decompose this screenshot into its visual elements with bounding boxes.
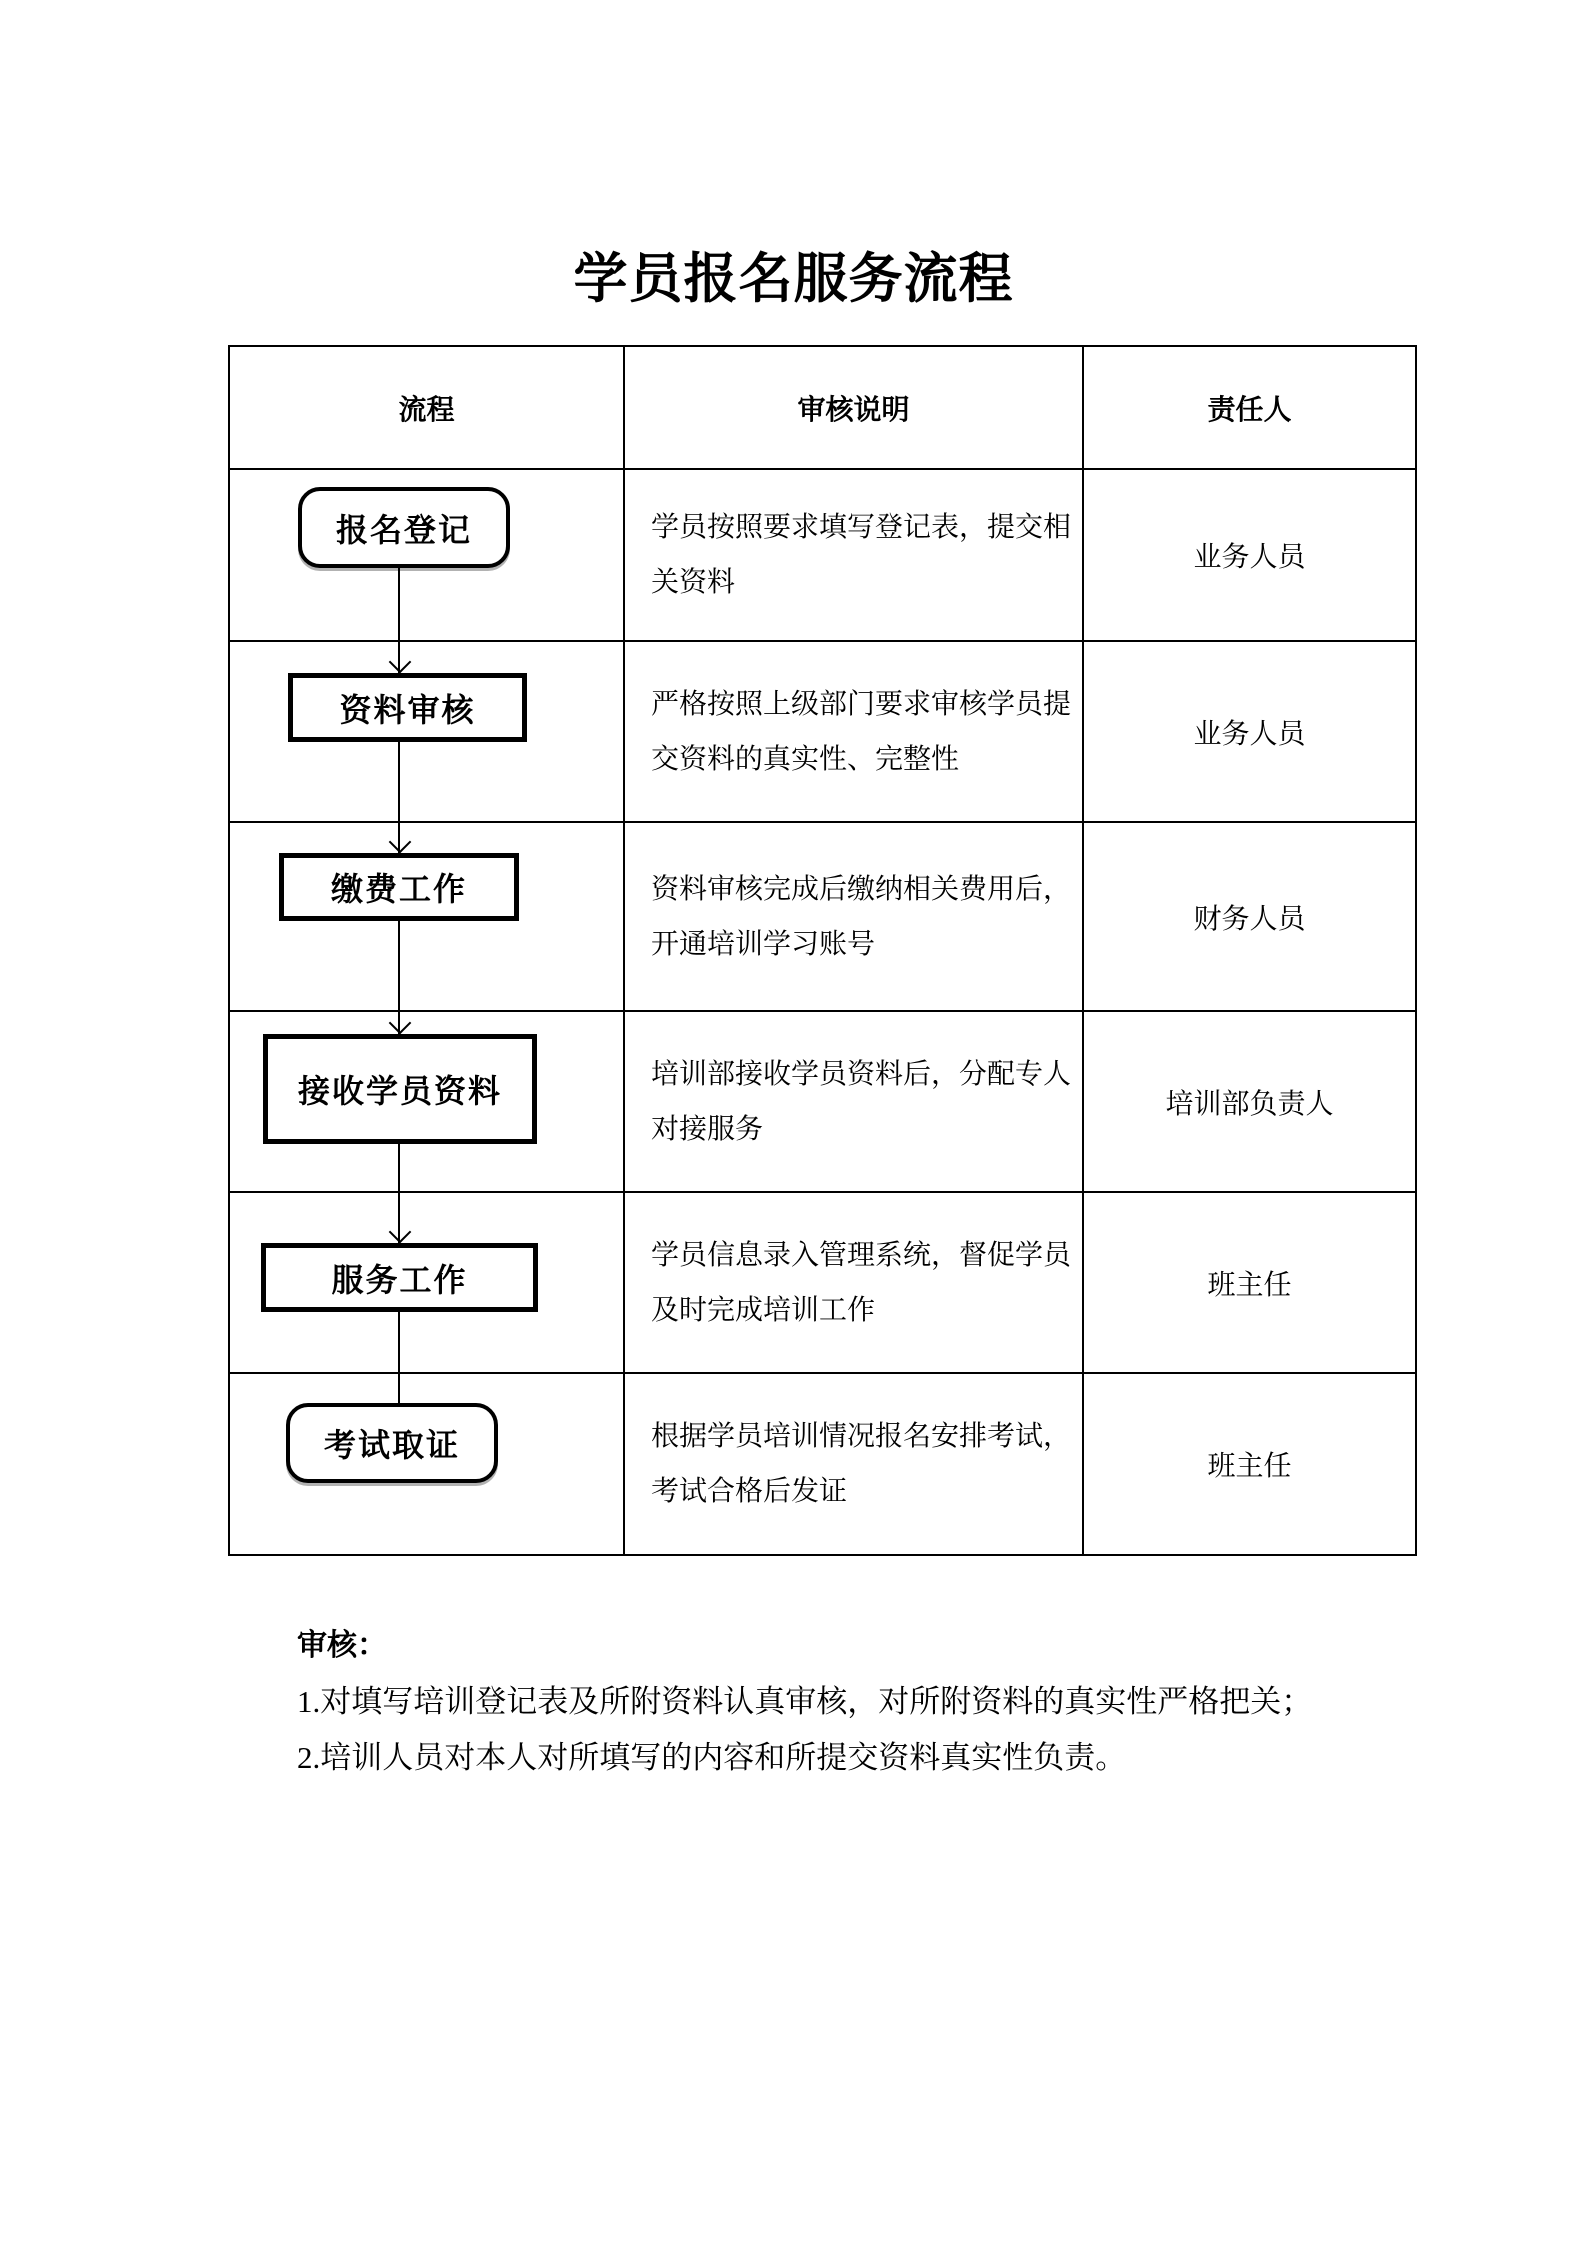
flow-cell-row6 — [230, 1374, 625, 1554]
description-cell — [625, 1012, 1084, 1193]
responsible-cell — [1084, 1012, 1415, 1193]
note-item-2: 2.培训人员对本人对所填写的内容和所提交资料真实性负责。 — [297, 1740, 1127, 1775]
responsible-cell — [1084, 1374, 1415, 1554]
flow-cell-row4 — [230, 1012, 625, 1193]
flow-cell-row2 — [230, 642, 625, 823]
flow-step-label: 服务工作 — [331, 1261, 468, 1298]
responsible-text: 业务人员 — [1193, 542, 1306, 573]
description-cell — [625, 823, 1084, 1012]
description-text: 资料审核完成后缴纳相关费用后，开通培训学习账号 — [651, 873, 1072, 960]
description-cell — [625, 1193, 1084, 1374]
responsible-text: 培训部负责人 — [1165, 1088, 1334, 1120]
description-text: 根据学员培训情况报名安排考试，考试合格后发证 — [651, 1421, 1072, 1507]
description-text: 学员按照要求填写登记表，提交相关资料 — [651, 512, 1072, 598]
responsible-cell — [1084, 1193, 1415, 1374]
description-cell — [625, 642, 1084, 823]
review-notes — [297, 1618, 1312, 1786]
description-text: 严格按照上级部门要求审核学员提交资料的真实性、完整性 — [651, 688, 1072, 775]
responsible-cell — [1084, 470, 1415, 642]
notes-heading: 审核： — [297, 1628, 387, 1663]
responsible-text: 班主任 — [1207, 1269, 1292, 1301]
process-table — [228, 345, 1417, 1556]
column-header-description: 审核说明 — [625, 347, 1084, 470]
responsible-text: 班主任 — [1207, 1451, 1292, 1482]
responsible-text: 财务人员 — [1193, 903, 1306, 935]
column-header-responsible: 责任人 — [1084, 347, 1415, 470]
description-cell — [625, 470, 1084, 642]
flow-step-label: 资料审核 — [339, 691, 476, 728]
description-cell — [625, 1374, 1084, 1554]
column-header-process: 流程 — [230, 347, 625, 470]
responsible-text: 业务人员 — [1193, 718, 1306, 750]
description-text: 培训部接收学员资料后，分配专人对接服务 — [651, 1058, 1072, 1145]
flow-step-label: 报名登记 — [335, 511, 472, 548]
flow-step-label: 缴费工作 — [330, 871, 467, 907]
flow-cell-row5 — [230, 1193, 625, 1374]
flow-step-label: 考试取证 — [323, 1427, 460, 1463]
responsible-cell — [1084, 823, 1415, 1012]
page-title: 学员报名服务流程 — [573, 247, 1014, 310]
flow-cell-row3 — [230, 823, 625, 1012]
note-item-1: 1.对填写培训登记表及所附资料认真审核，对所附资料的真实性严格把关； — [297, 1684, 1313, 1719]
responsible-cell — [1084, 642, 1415, 823]
flow-cell-row1 — [230, 470, 625, 642]
flow-step-label: 接收学员资料 — [297, 1073, 502, 1109]
description-text: 学员信息录入管理系统，督促学员及时完成培训工作 — [651, 1239, 1072, 1326]
